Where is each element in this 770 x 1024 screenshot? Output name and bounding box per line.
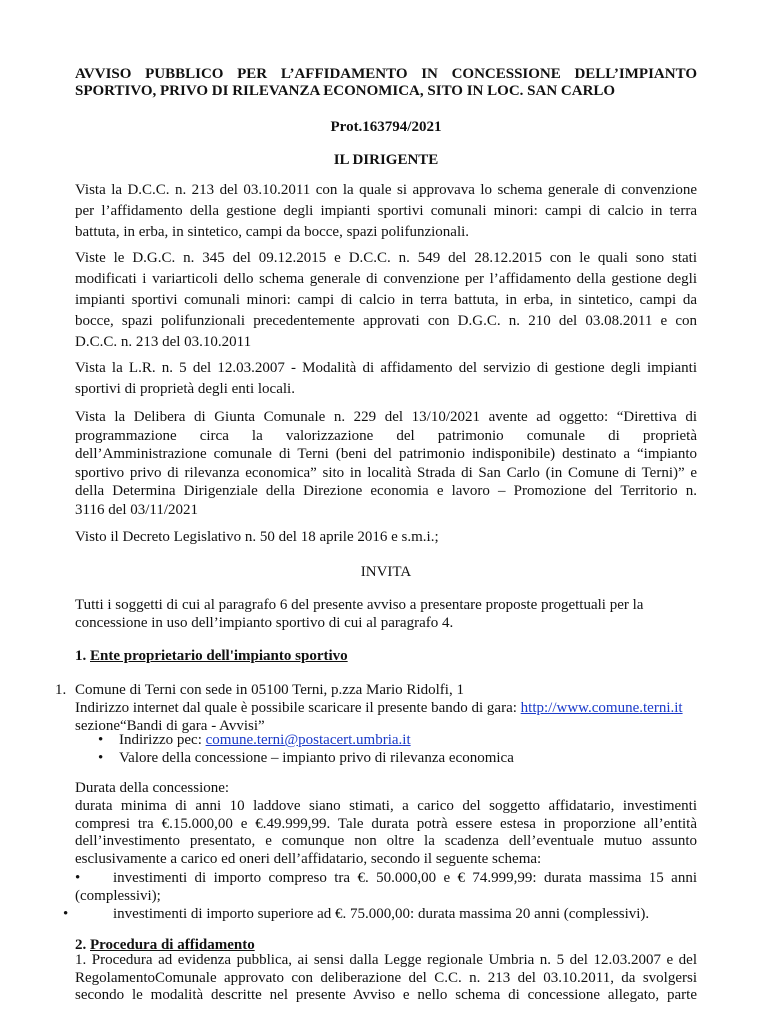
paragraph-dgc-345 <box>75 248 697 353</box>
paragraph-lr-5 <box>75 358 697 400</box>
download-text: Indirizzo internet dal quale è possibile scaricare il presente bando di gara: <box>75 700 521 716</box>
bullet-icon: • <box>75 870 81 886</box>
p4-line-2: programmazione circa la valorizzazione del patrimonio comunale di proprietà <box>75 427 697 444</box>
s2-line-1: 1. Procedura ad evidenza pubblica, ai sensi dalla Legge regionale Umbria n. 5 del 12.03.2007 e del <box>75 952 697 968</box>
p1-line-3: battuta, in erba, in sintetico, campi da bocce, spazi polifunzionali. <box>75 224 470 240</box>
durata-bullet-1-cont: (complessivi); <box>75 888 161 904</box>
s2-line-2: RegolamentoComunale approvato con deliberazione del C.C. n. 213 del 03.10.2011, da svolgersi <box>75 969 697 986</box>
download-line <box>75 699 715 717</box>
durata-block <box>75 780 697 869</box>
comune-website-link[interactable]: http://www.comune.terni.it <box>520 700 683 716</box>
bullet-icon: • <box>98 750 104 766</box>
owner-address: Comune di Terni con sede in 05100 Terni, p.zza Mario Ridolfi, 1 <box>75 682 464 698</box>
section-2-title: Procedura di affidamento <box>90 937 255 953</box>
p4-line-6: 3116 del 03/11/2021 <box>75 501 199 518</box>
durata-line-2: compresi tra €.15.000,00 e €.49.999,99. Tale durata potrà essere estesa in proporzione all’entità <box>75 815 697 832</box>
section-1-heading <box>75 646 697 666</box>
valore-concessione: Valore della concessione – impianto privo di rilevanza economica <box>119 750 514 766</box>
s2-line-3: secondo le modalità descritte nel presente Avviso e nello schema di concessione allegato, parte <box>75 987 697 1003</box>
paragraph-dlgs-50: Visto il Decreto Legislativo n. 50 del 18 aprile 2016 e s.m.i.; <box>75 529 439 545</box>
durata-bullet-2: investimenti di importo superiore ad €. 75.000,00: durata massima 20 anni (complessivi). <box>113 906 650 922</box>
durata-line-3: dell’investimento presentato, e comunque non oltre la scadenza dell’eventuale mutuo assunto <box>75 833 697 850</box>
section-1-title: Ente proprietario dell'impianto sportivo <box>90 648 348 664</box>
bandi-section-text: sezione“Bandi di gara - Avvisi” <box>75 718 265 734</box>
section-1-number: 1. <box>75 648 87 664</box>
title-line-1: AVVISO PUBBLICO PER L’AFFIDAMENTO IN CONCESSIONE DELL’IMPIANTO <box>75 66 697 82</box>
document-title <box>75 66 697 100</box>
section-1-item <box>75 681 715 735</box>
durata-line-1: durata minima di anni 10 laddove siano stimati, a carico del soggetto affidatario, investimenti <box>75 797 697 814</box>
p4-line-5: della Determina Dirigenziale della Direzione economia e lavoro – Promozione del Territorio n. <box>75 483 697 500</box>
p2-line-2: modificati i variarticoli dello schema generale di convenzione per l’affidamento della gestione degli <box>75 271 697 287</box>
durata-line-4: esclusivamente a carico ed oneri dell’affidatario, secondo il seguente schema: <box>75 851 542 868</box>
p2-line-3: impianti sportivi comunali minori: campi di calcio in terra battuta, in erba, in sintetico, campi da <box>75 292 697 308</box>
p2-line-1: Viste le D.G.C. n. 345 del 09.12.2015 e D.C.C. n. 549 del 28.12.2015 con le quali sono stati <box>75 250 697 266</box>
invita-line-2: concessione in uso dell’impianto sportivo di cui al paragrafo 4. <box>75 615 454 631</box>
invita-text <box>75 596 697 632</box>
paragraph-delibera-229 <box>75 408 697 520</box>
paragraph-dcc-213 <box>75 180 697 243</box>
p4-line-4: sportivo privo di rilevanza economica” sito in località Strada di San Carlo (in Comune di Terni)” e <box>75 464 697 481</box>
p4-line-3: dell’Amministrazione comunale di Terni (beni del patrimonio indisponibile) destinato a “impianto <box>75 446 697 463</box>
durata-bullet-1: investimenti di importo compreso tra €. 50.000,00 e € 74.999,99: durata massima 15 anni <box>113 870 697 886</box>
invita-line-1: Tutti i soggetti di cui al paragrafo 6 del presente avviso a presentare proposte progettuali per la <box>75 597 644 613</box>
invita-heading: INVITA <box>360 564 412 580</box>
bullet-icon: • <box>63 906 69 922</box>
section-heading-dirigente: IL DIRIGENTE <box>333 152 439 168</box>
p4-line-1: Vista la Delibera di Giunta Comunale n. 229 del 13/10/2021 avente ad oggetto: “Direttiva di <box>75 409 697 425</box>
protocol-number: Prot.163794/2021 <box>330 119 442 135</box>
title-line-2: SPORTIVO, PRIVO DI RILEVANZA ECONOMICA, SITO IN LOC. SAN CARLO <box>75 83 616 99</box>
p3-line-2: sportivi di proprietà degli enti locali. <box>75 381 295 397</box>
pec-email-link[interactable]: comune.terni@postacert.umbria.it <box>205 732 411 748</box>
p3-line-1: Vista la L.R. n. 5 del 12.03.2007 - Modalità di affidamento del servizio di gestione degli impianti <box>75 360 697 376</box>
section-2-number: 2. <box>75 937 87 953</box>
pec-label: Indirizzo pec: <box>119 732 206 748</box>
p1-line-1: Vista la D.C.C. n. 213 del 03.10.2011 con la quale si approvava lo schema generale di convenzione <box>75 182 697 198</box>
p1-line-2: per l’affidamento della gestione degli impianti sportivi comunali minori: campi di calcio in terra <box>75 203 697 219</box>
bullet-icon: • <box>98 732 104 748</box>
section-1-item-number: 1. <box>55 682 67 698</box>
pec-line <box>119 731 411 749</box>
p2-line-5: D.C.C. n. 213 del 03.10.2011 <box>75 334 252 350</box>
durata-label: Durata della concessione: <box>75 780 230 796</box>
section-2-text <box>75 952 697 1005</box>
p2-line-4: bocce, spazi polifunzionali precedentemente approvati con D.G.C. n. 210 del 03.08.2011 e con <box>75 313 697 329</box>
